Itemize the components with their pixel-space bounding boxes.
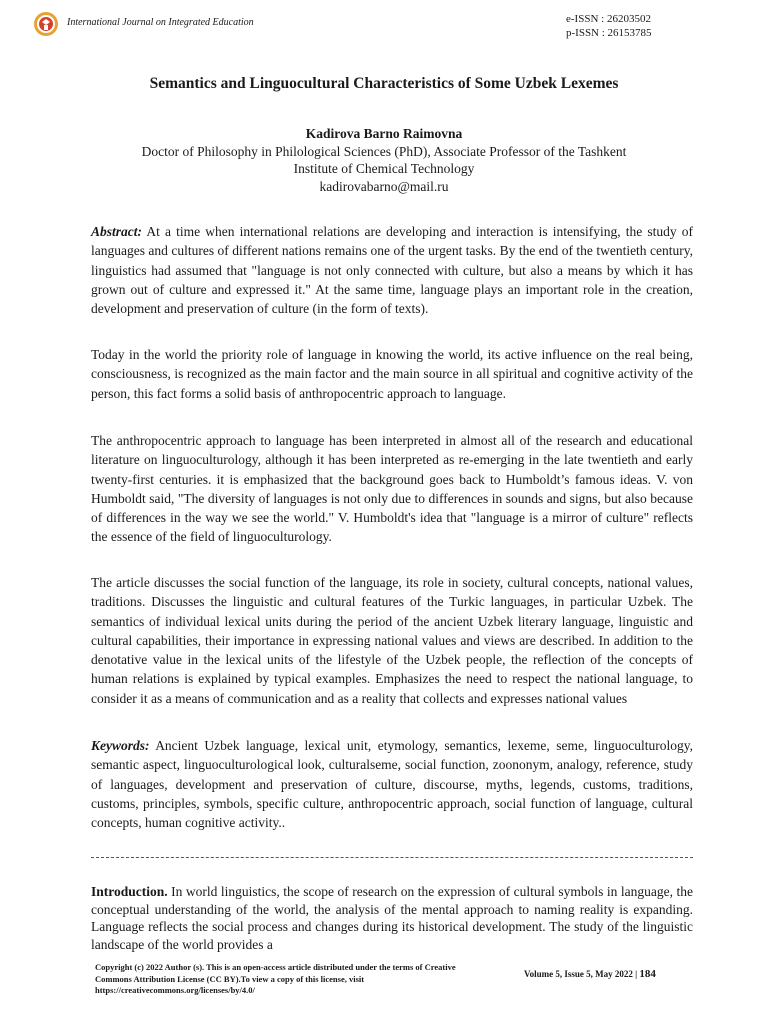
eissn: e-ISSN : 26203502	[566, 13, 651, 25]
body-paragraph-3: The anthropocentric approach to language has been interpreted in almost all of the research and educational literature on linguoculturology, although it has been interpreted as re-emerging in the late twentieth and early twenty-first centuries. it is emphasized that the background goes back to Humboldt’s famous ideas. V. von Humboldt said, "The diversity of languages is not only due to differences in sounds and signs, but also because of differences in the way we see the world." V. Humboldt's idea that "language is a mirror of culture" reflects the essence of the field of linguoculturology.	[91, 433, 693, 545]
journal-logo-icon	[33, 11, 59, 37]
section-divider	[91, 857, 693, 858]
volume-text: Volume 5, Issue 5, May 2022 |	[524, 969, 638, 979]
introduction-text: In world linguistics, the scope of research on the expression of cultural symbols in language, the conceptual understanding of the world, the analysis of the mental approach to naming reality is expanding. Language reflects the social process and changes during its historical development. The study of the linguistic landscape of the world provides a	[91, 884, 693, 952]
page-number: 184	[639, 968, 656, 980]
article-title: Semantics and Linguocultural Characteristics of Some Uzbek Lexemes	[149, 75, 619, 92]
author-name: Kadirova Barno Raimovna	[305, 126, 463, 141]
introduction-paragraph	[91, 883, 693, 953]
issn-block	[566, 12, 652, 40]
abstract-text: At a time when international relations are developing and interaction is intensifying, the study of languages and cultures of different nations remains one of the urgent tasks. By the end of the twentieth century, linguistics had assumed that "language is not only connected with culture, but also a means by which it has grown out of culture and expressed it." At the same time, language plays an important role in the creation, development and preservation of culture (in the form of texts).	[91, 224, 693, 317]
introduction-label: Introduction.	[91, 884, 168, 899]
body-paragraph-2: Today in the world the priority role of language in knowing the world, its active influence on the real being, consciousness, is recognized as the main factor and the main source in all spiritual and cognitive activity of the person, this fact forms a solid basis of anthropocentric approach to language.	[91, 347, 693, 401]
abstract-label: Abstract:	[91, 224, 143, 239]
body-paragraph-4: The article discusses the social function of the language, its role in society, cultural concepts, national values, traditions. Discusses the linguistic and cultural features of the Turkic languages, in particular Uzbek. The semantics of individual lexical units during the period of the ancient Uzbek literary language, linguistic and cultural capabilities, their importance in expressing national values and views are described. In addition to the denotative value in the lexical units of the lifestyle of the Uzbek people, the reflection of the concepts of human relations is explained by typical examples. Emphasizes the need to respect the national language, to consider it as a means of communication and as a reality that collects and expresses national values	[91, 575, 693, 706]
author-affiliation-line1: Doctor of Philosophy in Philological Sciences (PhD), Associate Professor of the Tashkent	[141, 143, 627, 159]
author-email: kadirovabarno@mail.ru	[319, 178, 449, 194]
abstract-paragraph	[91, 222, 693, 318]
copyright-notice: Copyright (c) 2022 Author (s). This is an open-access article distributed under the terms of Creative Commons Attribution License (CC BY).To view a copy of this license, visit https://creativecommons.org/licenses/by/4.0/	[95, 962, 456, 995]
keywords-label: Keywords:	[91, 738, 150, 753]
pissn: p-ISSN : 26153785	[566, 27, 652, 39]
author-block	[0, 125, 768, 195]
keywords-text: Ancient Uzbek language, lexical unit, etymology, semantics, lexeme, seme, linguoculturology, semantic aspect, linguoculturological look, culturalseme, social function, zoononym, analogy, reference, study of languages, development and preservation of culture, discourse, myths, legends, customs, traditions, customs, principles, symbols, specific culture, anthropocentric approach, social function of language, cultural concepts, human cognitive activity..	[91, 738, 693, 831]
keywords-paragraph	[91, 736, 693, 832]
page-header	[0, 0, 768, 50]
volume-info	[524, 968, 656, 980]
journal-name: International Journal on Integrated Education	[67, 17, 254, 28]
author-affiliation-line2: Institute of Chemical Technology	[293, 161, 475, 176]
